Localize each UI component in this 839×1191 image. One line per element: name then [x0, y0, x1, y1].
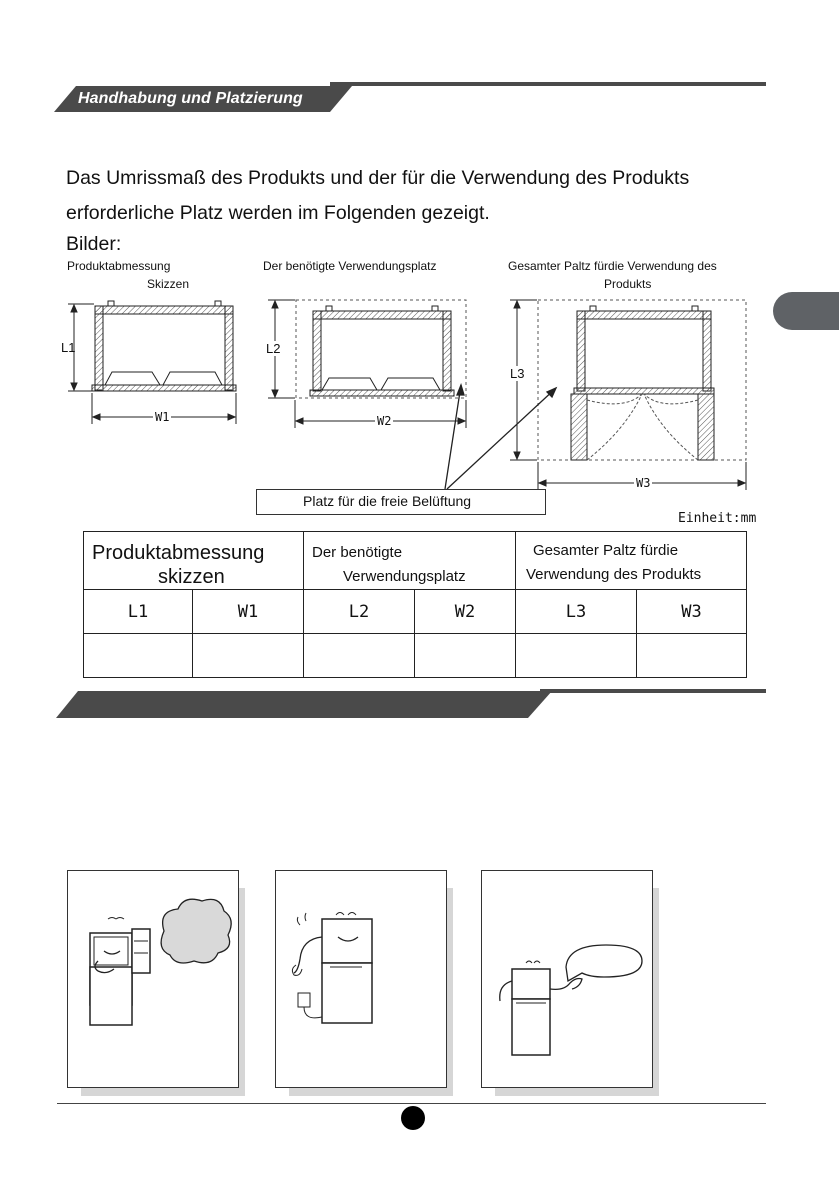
dimension-diagrams	[0, 0, 839, 530]
diagram1-dimension-lines	[68, 304, 236, 424]
column-header-w1: W1	[193, 590, 304, 634]
table-header-total-line2: Verwendung des Produkts	[526, 566, 702, 583]
table-header-required-line1: Der benötigte	[312, 544, 403, 561]
section1-heading: Handhabung und Platzierung	[78, 90, 303, 107]
diagram3-freezer-open	[538, 300, 746, 460]
diagram1-caption-line1: Produktabmessung	[67, 259, 171, 273]
diagram1-width-label: W1	[155, 410, 170, 424]
value-l3	[516, 634, 637, 678]
section2-rule	[540, 689, 766, 693]
table-header-required-space	[304, 532, 516, 590]
table-header-required-line2: Verwendungsplatz	[343, 568, 466, 585]
intro-line-2: erforderliche Platz werden im Folgenden gezeigt.	[66, 202, 490, 224]
diagram1-freezer	[92, 301, 236, 391]
unit-label: Einheit:mm	[678, 511, 757, 526]
ventilation-arrows	[445, 385, 556, 489]
fridge-speaking-illustration	[482, 871, 652, 1087]
diagram1-caption-line2: Skizzen	[147, 277, 190, 291]
value-w1	[193, 634, 304, 678]
column-header-w2: W2	[415, 590, 516, 634]
table-header-total-space	[516, 532, 747, 590]
value-l2	[304, 634, 415, 678]
illustration-card-speaking	[481, 870, 653, 1088]
diagram2-width-label: W2	[377, 414, 392, 428]
ventilation-label-box	[256, 489, 546, 515]
diagram1-height-label: L1	[61, 340, 76, 355]
dimension-table	[83, 531, 747, 678]
column-header-w3: W3	[637, 590, 747, 634]
column-header-l3: L3	[516, 590, 637, 634]
footer-rule	[57, 1103, 766, 1104]
diagram2-height-label: L2	[266, 341, 281, 356]
diagram2-caption: Der benötigte Verwendungsplatz	[263, 259, 437, 273]
page-number-marker	[401, 1106, 425, 1130]
value-l1	[84, 634, 193, 678]
diagram3-height-label: L3	[510, 366, 525, 381]
value-w2	[415, 634, 516, 678]
column-header-l1: L1	[84, 590, 193, 634]
diagram2-freezer	[296, 300, 466, 398]
bilder-label: Bilder:	[66, 233, 122, 255]
diagram3-caption-line2: Produkts	[604, 277, 652, 291]
illustration-card-plug	[275, 870, 447, 1088]
fridge-plug-illustration	[276, 871, 446, 1087]
value-w3	[637, 634, 747, 678]
diagram3-width-label: W3	[636, 476, 651, 490]
diagram3-caption-line1: Gesamter Paltz fürdie Verwendung des	[508, 259, 717, 273]
column-header-l2: L2	[304, 590, 415, 634]
section2-banner	[56, 690, 556, 722]
table-header-product	[84, 532, 304, 590]
ventilation-label: Platz für die freie Belüftung	[303, 493, 472, 509]
table-header-product-line1: Produktabmessung	[92, 542, 265, 564]
intro-line-1: Das Umrissmaß des Produkts und der für die Verwendung des Produkts	[66, 167, 690, 189]
table-header-product-line2: skizzen	[158, 566, 225, 588]
illustration-card-open-door	[67, 870, 239, 1088]
table-header-total-line1: Gesamter Paltz fürdie	[533, 542, 679, 559]
fridge-open-door-illustration	[68, 871, 238, 1087]
